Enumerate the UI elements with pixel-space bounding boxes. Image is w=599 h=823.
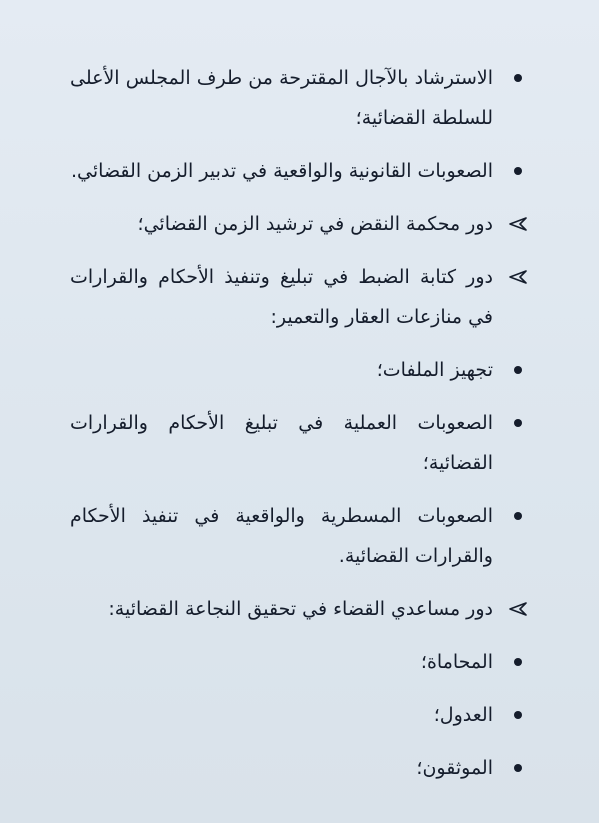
bullet-dot-icon: [507, 496, 529, 536]
list-item: [70, 589, 529, 629]
list-item: [70, 748, 529, 788]
list-item-text: دور مساعدي القضاء في تحقيق النجاعة القضائية:: [108, 598, 493, 620]
arrowhead-left-icon: [507, 204, 529, 244]
list-item: [70, 403, 529, 483]
list-item-text: الصعوبات القانونية والواقعية في تدبير الزمن القضائي.: [71, 160, 493, 182]
arrowhead-left-icon: [507, 257, 529, 297]
list-item-text: الصعوبات المسطرية والواقعية في تنفيذ الأحكام والقرارات القضائية.: [70, 505, 493, 567]
list-item: [70, 151, 529, 191]
list-item: [70, 642, 529, 682]
bullet-dot-icon: [507, 642, 529, 682]
list-item-text: الصعوبات العملية في تبليغ الأحكام والقرارات القضائية؛: [70, 412, 493, 474]
bullet-dot-icon: [507, 58, 529, 98]
list-item: [70, 257, 529, 337]
agenda-list: [70, 58, 529, 801]
bullet-dot-icon: [507, 695, 529, 735]
bullet-dot-icon: [507, 151, 529, 191]
list-item-text: الموثقون؛: [416, 757, 493, 779]
list-item: [70, 204, 529, 244]
bullet-dot-icon: [507, 748, 529, 788]
list-item-text: المحاماة؛: [420, 651, 493, 673]
bullet-dot-icon: [507, 350, 529, 390]
list-item: [70, 350, 529, 390]
list-item: [70, 496, 529, 576]
list-item: [70, 695, 529, 735]
bullet-dot-icon: [507, 403, 529, 443]
list-item-text: دور كتابة الضبط في تبليغ وتنفيذ الأحكام والقرارات في منازعات العقار والتعمير:: [70, 266, 493, 328]
list-item-text: العدول؛: [433, 704, 493, 726]
list-item: [70, 58, 529, 138]
list-item-text: دور محكمة النقض في ترشيد الزمن القضائي؛: [137, 213, 493, 235]
arrowhead-left-icon: [507, 589, 529, 629]
list-item-text: تجهيز الملفات؛: [376, 359, 493, 381]
list-item-text: الاسترشاد بالآجال المقترحة من طرف المجلس الأعلى للسلطة القضائية؛: [70, 67, 493, 129]
